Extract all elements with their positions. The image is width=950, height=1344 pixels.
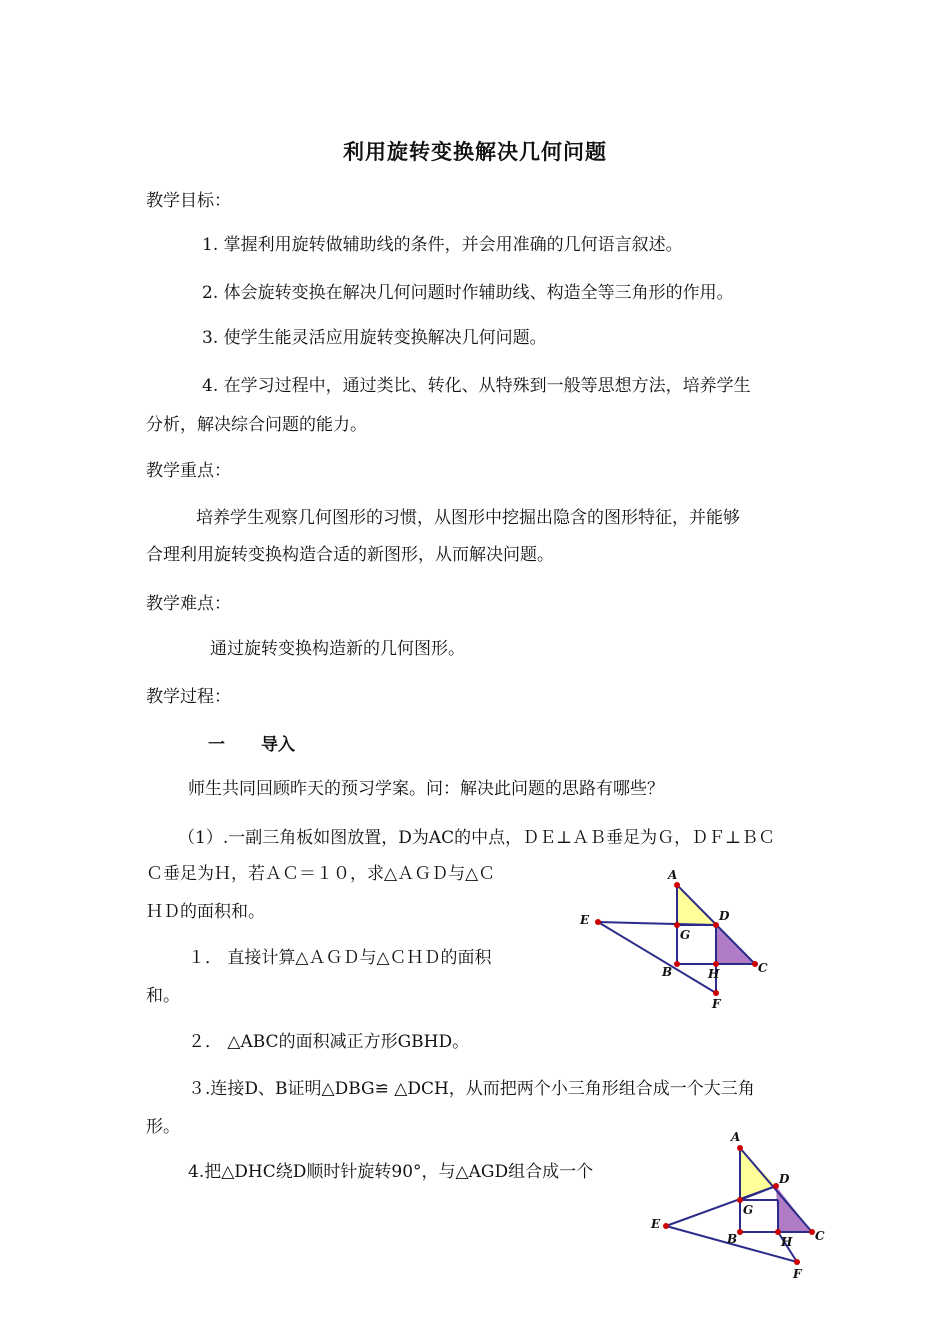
- method-2: ２． △ABC的面积减正方形GBHD。: [188, 1032, 470, 1052]
- key-text-2: 合理利用旋转变换构造合适的新图形，从而解决问题。: [146, 545, 554, 565]
- page-title: 利用旋转变换解决几何问题: [343, 139, 607, 164]
- method-3-cont: 形。: [146, 1117, 180, 1137]
- section-number: 一: [208, 735, 225, 755]
- label-a-2: A: [731, 1130, 741, 1144]
- method-4: 4.把△DHC绕D顺时针旋转90°，与△AGD组合成一个: [188, 1162, 594, 1182]
- goal-item-4: 4. 在学习过程中，通过类比、转化、从特殊到一般等思想方法，培养学生: [202, 376, 751, 396]
- figure-2: [645, 1125, 835, 1285]
- figure-1: [570, 860, 790, 1020]
- goal-item-4-cont: 分析，解决综合问题的能力。: [146, 415, 367, 435]
- method-1: １． 直接计算△ＡＧＤ与△ＣＨＤ的面积: [188, 948, 492, 968]
- label-b-2: B: [727, 1232, 738, 1246]
- intro-text: 师生共同回顾昨天的预习学案。问：解决此问题的思路有哪些？: [188, 779, 664, 799]
- line-ef: [598, 922, 716, 993]
- difficulty-text: 通过旋转变换构造新的几何图形。: [210, 639, 465, 659]
- label-b: B: [662, 965, 673, 979]
- label-e: E: [580, 913, 590, 927]
- line-ed-2: [666, 1186, 776, 1226]
- label-f: F: [712, 997, 721, 1011]
- process-heading: 教学过程：: [146, 687, 231, 707]
- method-1-cont: 和。: [146, 986, 180, 1006]
- label-e-2: E: [651, 1217, 661, 1231]
- label-h-2: H: [781, 1235, 793, 1249]
- goal-item-3: 3. 使学生能灵活应用旋转变换解决几何问题。: [202, 328, 547, 348]
- label-d: D: [719, 909, 730, 923]
- goal-item-1: 1. 掌握利用旋转做辅助线的条件，并会用准确的几何语言叙述。: [202, 235, 683, 255]
- label-c: C: [758, 961, 768, 975]
- section-label: 导入: [261, 735, 295, 755]
- method-3: ３.连接D、B证明△DBG≌ △DCH，从而把两个小三角形组合成一个大三角: [188, 1079, 755, 1099]
- goal-item-2: 2. 体会旋转变换在解决几何问题时作辅助线、构造全等三角形的作用。: [202, 283, 734, 303]
- problem-line-2: Ｃ垂足为Ｈ，若ＡＣ＝１０，求△ＡＧＤ与△Ｃ: [146, 864, 496, 884]
- problem-line-3: ＨＤ的面积和。: [146, 902, 265, 922]
- problem-line-1: （1）.一副三角板如图放置，D为AC的中点，ＤＥ⊥ＡＢ垂足为Ｇ，ＤＦ⊥ＢＣ: [178, 828, 776, 848]
- label-f-2: F: [793, 1267, 802, 1281]
- label-h: H: [708, 967, 720, 981]
- label-d-2: D: [779, 1172, 790, 1186]
- label-g-2: G: [743, 1203, 754, 1217]
- goals-heading: 教学目标：: [146, 191, 231, 211]
- label-c-2: C: [815, 1229, 825, 1243]
- label-a: A: [668, 868, 678, 882]
- key-text-1: 培养学生观察几何图形的习惯，从图形中挖掘出隐含的图形特征，并能够: [196, 508, 740, 528]
- difficulty-heading: 教学难点：: [146, 594, 231, 614]
- key-heading: 教学重点：: [146, 461, 231, 481]
- label-g: G: [680, 928, 691, 942]
